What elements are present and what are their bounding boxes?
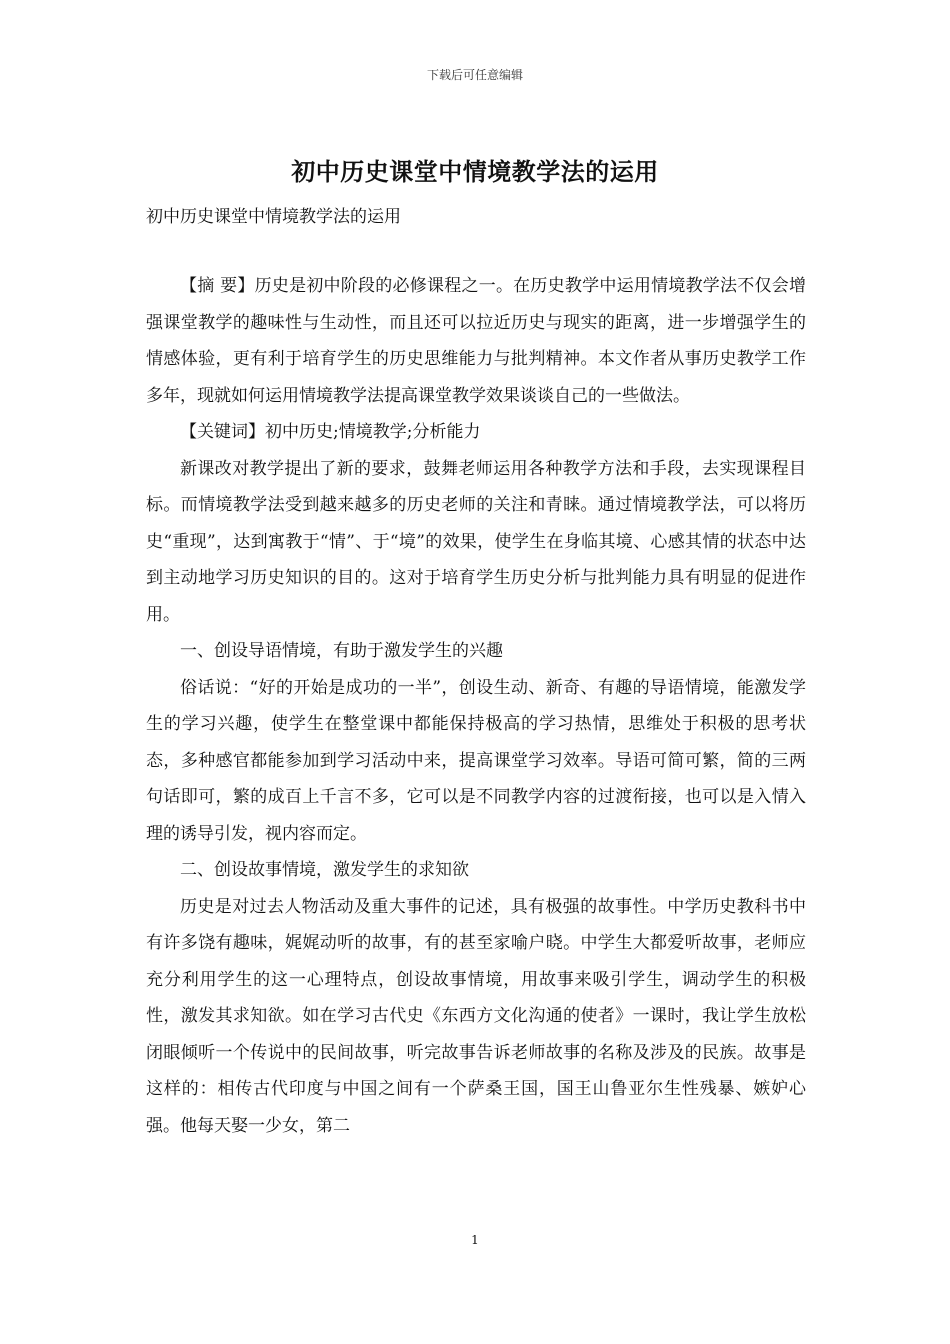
- page-number: 1: [471, 1233, 479, 1247]
- document-subtitle: 初中历史课堂中情境教学法的运用: [146, 207, 401, 227]
- section-2-heading: 二、创设故事情境，激发学生的求知欲: [180, 860, 469, 880]
- header-note: 下载后可任意编辑: [426, 68, 523, 82]
- section-2-paragraph: 历史是对过去人物活动及重大事件的记述，具有极强的故事性。中学历史教科书中有许多饶有趣味，娓娓动听的故事，有的甚至家喻户晓。中学生大都爱听故事，老师应充分利用学生的这一心理特点，创设故事情境，用故事来吸引学生，调动学生的积极性，激发其求知欲。如在学习古代史《东西方文化沟通的使者》一课时，我让学生放松闭眼倾听一个传说中的民间故事，听完故事告诉老师故事的名称及涉及的民族。故事是这样的：相传古代印度与中国之间有一个萨桑王国，国王山鲁亚尔生性残暴、嫉妒心强。他每天娶一少女，第二: [146, 896, 806, 1136]
- document-body: [146, 268, 806, 1144]
- document-title: 初中历史课堂中情境教学法的运用: [291, 157, 659, 186]
- section-1-heading: 一、创设导语情境，有助于激发学生的兴趣: [180, 641, 503, 661]
- section-1-paragraph: 俗话说：“好的开始是成功的一半”，创设生动、新奇、有趣的导语情境，能激发学生的学习兴趣，使学生在整堂课中都能保持极高的学习热情，思维处于积极的思考状态，多种感官都能参加到学习活动中来，提高课堂学习效率。导语可简可繁，简的三两句话即可，繁的成百上千言不多，它可以是不同教学内容的过渡衔接，也可以是入情入理的诱导引发，视内容而定。: [146, 677, 806, 844]
- abstract-paragraph: 【摘 要】历史是初中阶段的必修课程之一。在历史教学中运用情境教学法不仅会增强课堂教学的趣味性与生动性，而且还可以拉近历史与现实的距离，进一步增强学生的情感体验，更有利于培育学生的历史思维能力与批判精神。本文作者从事历史教学工作多年，现就如何运用情境教学法提高课堂教学效果谈谈自己的一些做法。: [146, 276, 806, 406]
- intro-paragraph: 新课改对教学提出了新的要求，鼓舞老师运用各种教学方法和手段，去实现课程目标。而情境教学法受到越来越多的历史老师的关注和青睐。通过情境教学法，可以将历史“重现”，达到寓教于“情”、于“境”的效果，使学生在身临其境、心感其情的状态中达到主动地学习历史知识的目的。这对于培育学生历史分析与批判能力具有明显的促进作用。: [146, 458, 806, 625]
- keywords-paragraph: 【关键词】初中历史;情境教学;分析能力: [180, 422, 481, 442]
